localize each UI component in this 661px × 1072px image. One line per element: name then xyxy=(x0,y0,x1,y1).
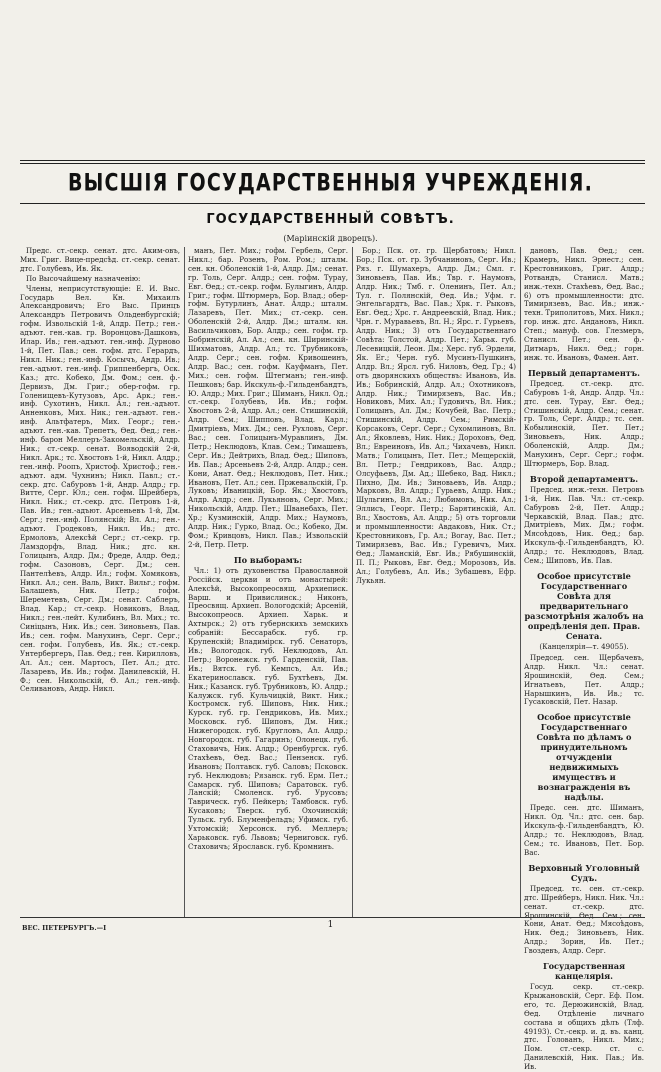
title-rule xyxy=(20,203,645,204)
paragraph: манъ, Пет. Мих.; гофм. Гербель, Серг. Никл.; бар. Розенъ, Ром. Ром.; шталм. сен. кн. Оболенскій 1-й, Алдр. Дм.; сенат. гр. Толь, Серг. Алдр.; сен. гофм. Турау, Евг. Ѳед.; ст.-секр. гофм. Булыгинъ, Алдр. Григ.; гофм. Штюрмеръ, Бор. Влад.; обер-гофм. Бутурлинъ, Анат. Алдр.; шталм. Лазаревъ, Пет. Мих.; ст.-секр. сен. Оболенскій 2-й, Алдр. Дм.; шталм. кн. Васильчиковъ, Бор. Алдр.; сен. гофм. гр. Бобринскій, Ал. Ал.; сен. кн. Ширинскій-Шихматовъ, Алдр. Ал.; тс. Трубниковъ, Алдр. Серг.; сен. гофм. Кривошеинъ, Алдр. Вас.; сен. гофм. Кауфманъ, Пет. Мих.; сен. гофм. Штегманъ; ген.-инф. Пешковъ; бар. Икскуль-ф.-Гильденбандтъ, Ю. Алдр.; Мих. Григ.; Шиманъ, Никл. Од.; ст.-секр. Голубевъ, Ив. Ив.; гофм. Хвостовъ 2-й, Алдр. Ал.; сен. Стишинскій, Алдр. Сем.; Шипповъ, Влад. Карл.; Дмитріевъ, Мих. Дм.; сен. Рухловъ, Серг. Вас.; сен. Голицынъ-Муравлинъ, Дм. Петр.; Неклюдовъ, Клав. Сем.; Тимашевъ, Серг. Ив.; Дейтрихъ, Влад. Ѳед.; Шиповъ, Ив. Пав.; Арсеньевъ 2-й, Алдр. Алдр.; сен. Кони, Анат. Ѳед.; Неклюдовъ, Пет. Ник.; Ивановъ, Пет. Ал.; сен. Пржевальскій, Гр. Луковъ; Иваницкій, Бор. Як.; Хвостовъ, Алдр. Алдр.; сен. Лукьяновъ, Серг. Мих.; Никольскій, Алдр. Пет.; Шванебахъ, Пет. Хр.; Кузминскій, Алдр. Мих.; Наумовъ, Алдр. Ник.; Гурко, Влад. Ос.; Кобеко, Дм. Фом.; Кривцовъ, Никл. Пав.; Извольскій 2-й, Петр. Петр. xyxy=(188,246,348,549)
text-column-3 xyxy=(356,247,516,917)
column-separator xyxy=(352,247,353,917)
text-column-4 xyxy=(524,246,644,1072)
section-heading: Особое присутствіе Государственнаго Совѣта по дѣламъ о принудительномъ отчужденіи недвижимыхъ имуществъ и вознагражденія въ надѣлы. xyxy=(536,712,632,803)
paragraph: Предс. ст.-секр. сенат. дтс. Аким-овъ, Мих. Григ. Вице-предсѣд. ст.-секр. сенат. дтс. Голубевъ, Ив. Як. xyxy=(20,246,180,273)
paragraph: Предс. сен. дтс. Шиманъ, Никл. Од. Чл.: дтс. сен. бар. Икскуль-ф.-Гильденбандтъ, Ю. Алдр.; тс. Неклюдовъ, Влад. Сем.; тс. Ивановъ, Пет. Бор. Вас. xyxy=(524,803,644,857)
paragraph: Председ. тс. сен. ст.-секр. дтс. Шрейберъ, Никл. Ник. Чл.: сенат. ст.-секр. дтс. Ярошинскій, Ѳед. Сем.; сен. Кони, Анат. Ѳед.; Мясоѣдовъ, Ник. Ѳед.; Зиновьевъ, Ник. Алдр.; Зорин, Ив. Пет.; Гвоздевъ, Алдр. Серг. xyxy=(524,883,644,956)
paragraph: По Высочайшему назначенію: xyxy=(26,273,141,283)
paragraph: Председ. ст.-секр. дтс. Сабуровъ 1-й, Андр. Алдр. Чл.: дтс. сен. Турау, Евг. Ѳед.; Стишинскій, Алдр. Сем.; сенат. гр. Толь, Серг. Алдр.; тс. сен. Кобылинскій, Пет. Пет.; Зиновьевъ, Ник. Алдр.; Оболенскій, Алдр. Дм.; Манухинъ, Серг. Серг.; гофм. Штюрмеръ, Бор. Влад. xyxy=(524,378,644,468)
phone-note: (Канцелярія—т. 49055). xyxy=(539,642,629,651)
column-separator xyxy=(184,247,185,917)
location-note: (Маріинскій дворецъ). xyxy=(283,234,378,243)
paragraph: Бор.; Пск. от. гр. Щербатовъ; Никл. Бор.; Пск. от. гр. Зубчаниновъ, Серг. Ив.; Ряз. г. Шумахеръ, Алдр. Дм.; Смл. г. Зиновьевъ, Пав. Ив.; Твр. г. Наумовъ, Алдр. Ник.; Тмб. г. Оленинъ, Пет. Ал.; Тул. г. Полянскій, Ѳед. Ив.; Уфм. г. Энгельгардтъ, Вас. Пав.; Хрк. г. Рыковъ, Евг. Ѳед.; Хрс. г. Андреевскій, Влад. Ник.; Чрн. г. Муравьевъ, Вл. Н.; Ярс. г. Гурьевъ, Алдр. Ник.; 3) отъ Государственнаго Совѣта: Толстой, Алдр. Пет.; Харьк. губ. Лесевицкій, Леон. Дм.; Херс. губ. Эрдели, Як. Ег.; Черн. губ. Мусинъ-Пушкинъ, Алдр. Вл.; Ярсл. губ. Ниловъ, Ѳед. Гр.; 4) отъ дворянскихъ обществъ: Ивановъ, Ив. Ив.; Бобринскій, Алдр. Ал.; Охотниковъ, Алдр. Ник.; Тимирязевъ, Вас. Ив.; Новиковъ, Мих. Ал.; Гудовичъ, Вл. Ник.; Голицынъ, Ал. Дм.; Кочубей, Вас. Петр.; Стишинскій, Алдр. Сем.; Римскій-Корсаковъ, Серг. Серг.; Сухомлиновъ, Вл. Ал.; Яковлевъ, Ник. Ник.; Дороховъ, Ѳед. Вл.; Евреиновъ, Ив. Ал.; Чихачевъ, Никл. Матв.; Голицынъ, Пет. Пет.; Мещерскій, Вл. Петр.; Гендриковъ, Вас. Алдр.; Олсуфьевъ, Дм. Ад.; Шебеко, Вад. Никл.; Пихно, Дм. Ив.; Зиновьевъ, Ив. Алдр.; Марковъ, Вл. Алдр.; Гурьевъ, Алдр. Ник.; Шульгинъ, Вл. Ал.; Любимовъ, Ник. Ал.; Эллисъ, Георг. Петр.; Барятинскій, Ал. Вл.; Хвостовъ, Ал. Алдр.; 5) отъ торговли и промышленности: Авдаковъ, Ник. Ст.; Крестовниковъ, Гр. Ал.; Вогау, Вас. Пет.; Тимирязевъ, Вас. Ив.; Гуревичъ, Мих. Ѳед.; Ламанскій, Евг. Ив.; Рябушинскій, П. П.; Рыковъ, Евг. Ѳед.; Морозовъ, Ив. Ал.; Голубевъ, Ал. Ив.; Зубашевъ, Ефр. Лукьян. xyxy=(356,246,516,585)
bottom-rule xyxy=(20,917,645,918)
paragraph: Председ. инж.-техн. Петровъ 1-й, Ник. Пав. Чл.: ст.-секр. Сабуровъ 2-й, Пет. Алдр.; Черкавскій, Влад. Пав.; дтс. Дмитріевъ, Мих. Дм.; гофм. Мясоѣдовъ, Ник. Ѳед.; бар. Икскуль-ф.-Гильденбандтъ, Ю. Алдр.; тс. Неклюдовъ, Влад. Сем.; Шиповъ, Ив. Пав. xyxy=(524,484,644,566)
section-heading: Верховный Уголовный Судъ. xyxy=(528,862,640,883)
top-double-rule xyxy=(20,160,645,164)
section-heading: Первый департаментъ. xyxy=(527,367,641,378)
main-title: ВЫСШІЯ ГОСУДАРСТВЕННЫЯ УЧРЕЖДЕНІЯ. xyxy=(67,169,594,197)
section-heading: Государственная канцелярія. xyxy=(542,961,626,982)
paragraph: дановъ, Пав. Ѳед.; сен. Крамеръ, Никл. Эрнест.; сен. Крестовниковъ, Григ. Алдр.; Ротвандъ, Станисл. Матв.; инж.-техн. Стахѣевъ, Ѳед. Вас.; 6) отъ промышленности: дтс. Тимирязевъ, Вас. Ив.; инж.-техн. Триполитовъ, Мих. Никл.; гор. инж. дтс. Андановъ, Никл. Степ.; мануф. сов. Глезмеръ, Станисл. Пет.; сен. ф.-Дитмаръ, Никл. Ѳед.; горн. инж. тс. Ивановъ, Фамен. Ант. xyxy=(524,246,644,362)
section-heading: Второй департаментъ. xyxy=(529,473,639,484)
section-title: ГОСУДАРСТВЕННЫЙ СОВѢТЪ. xyxy=(206,212,455,227)
paragraph: Чл.: 1) отъ духовенства Православной Россійск. церкви и отъ монастырей: Алексѣй, Высокопреосвящ. Архиеписк. Варш. и Привислинск.; Никонъ, Преосвящ. Архиеп. Вологодскій; Арсеній, Высокопреосв. Архиеп. Харьк. и Ахтырск.; 2) отъ губернскихъ земскихъ собраній: Бессарабск. губ. гр. Крупенскій; Владимірск. губ. Сенаторъ, Ив.; Вологодск. губ. Неклюдовъ, Ал. Петр.; Воронежск. губ. Гарденскій, Пав. Ив.; Вятск. губ. Кемпсъ, Ал. Ив.; Екатеринославск. губ. Бухтѣевъ, Дм. Ник.; Казанск. губ. Трубниковъ, Ю. Алдр.; Калужск. губ. Кульчицкій, Викт. Ник.; Костромск. губ. Шиповъ, Ник. Ник.; Курск. губ. гр. Гендриковъ, Ив. Мих.; Московск. губ. Шиповъ, Дм. Ник.; Нижегородск. губ. Кругловъ, Ал. Алдр.; Новгородск. губ. Гагаринъ; Олонецк. губ. Стаховичъ, Ник. Алдр.; Оренбургск. губ. Стахѣевъ, Ѳед. Вас.; Пензенск. губ. Ивановъ; Полтавск. губ. Саловъ; Псковск. губ. Неклюдовъ; Рязанск. губ. Ерм. Пет.; Самарск. губ. Шиповъ; Саратовск. губ. Ланскій; Смоленск. губ. Урусовъ; Таврическ. губ. Пейкеръ; Тамбовск. губ. Кусаковъ; Тверск. губ. Охочинскій; Тульск. губ. Блуменфельдъ; Уфимск. губ. Ухтомскій; Херсонск. губ. Меллеръ; Харьковск. губ. Львовъ; Черниговск. губ. Стаховичъ; Ярославск. губ. Кромнинъ. xyxy=(188,565,348,851)
text-column-2 xyxy=(188,247,348,917)
section-heading: По выборамъ: xyxy=(233,554,303,565)
page-number: 1 xyxy=(327,920,334,930)
text-column-1 xyxy=(20,247,180,917)
paragraph: Члены, неприсутствующіе: Е. И. Выс. Государь Вел. Кн. Михаилъ Александровичъ; Его Выс. Принцъ Александръ Петровичъ Ольденбургскій; гофм. Извольскій 1-й, Алдр. Петр.; ген.-адъют. ген.-кав. гр. Воронцовъ-Дашковъ, Илар. Ив.; ген.-адъют. ген.-инф. Дурново 1-й, Пет. Пав.; сен. гофм. дтс. Герардъ, Никл. Ник.; ген.-инф. Косычъ, Андр. Ив.; ген.-адъют. ген.-инф. Гриппенбергъ, Оск. Каз.; дтс. Кобеко, Дм. Фом.; сен. ф.-Дервизъ, Дм. Григ.; обер-гофм. гр. Голенищевъ-Кутузовъ, Арс. Арк.; ген.-инф. Сухотинъ, Никл. Ал.; ген.-адъют. Анненковъ, Мих. Ник.; ген.-адъют. ген.-инф. Альтфатеръ, Мих. Георг.; ген.-адъют. ген.-кав. Трепетъ, Ѳед. Ѳед.; ген.-инф. барон Меллеръ-Закомельскій, Алдр. Ник.; ст.-секр. сенат. Вояводскій 2-й, Никл. Арк.; тс. Хвостовъ 1-й, Никл. Алдр.; ген.-инф. Роопъ, Христоф. Христоф.; ген.-адъют. адм. Чухнинъ; Никл. Павл.; ст.-секр. дтс. Сабуровъ 1-й, Андр. Алдр.; гр. Витте, Серг. Юл.; сен. гофм. Шрейберъ, Никл. Ник.; ст.-секр. дтс. Петровъ 1-й, Пав. Ив.; ген.-адъют. Арсеньевъ 1-й, Дм. Серг.; ген.-инф. Полянскій; Вл. Ал.; ген.-адъют. Гродековъ, Никл. Ив.; дтс. Ермоловъ, Алексѣй Серг.; ст.-секр. гр. Ламздорфъ, Влад. Ник.; дтс. кн. Голицынъ, Алдр. Дм.; Фреде, Алдр. Ѳед.; гофм. Сазоновъ, Серг. Дм.; сен. Пантелѣевъ, Алдр. Ил.; гофм. Хомяковъ, Никл. Ал.; сен. Валь, Викт. Вильг.; гофм. Балашевъ, Ник. Петр.; гофм. Шереметевъ, Серг. Дм.; сенат. Саблеръ, Влад. Кар.; ст.-секр. Новиковъ, Влад. Никл.; ген.-лейт. Кулибинъ, Вл. Мих.; тс. Синіцынъ, Ник. Ив.; сен. Зиновьевъ, Пав. Ив.; сен. гофм. Манухинъ, Серг. Серг.; сен. гофм. Голубевъ, Ив. Як.; ст.-секр. Унтербергеръ, Пав. Ѳед.; ген. Кирилловъ, Ал. Ал.; сен. Мартосъ, Пет. Ал.; дтс. Лазаревъ, Ив. Ив.; гофм. Данилевскій, Н. Ф.; сен. Никольскій, Ѳ. Ал.; ген.-инф. Селивановъ, Андр. Никл. xyxy=(20,283,180,694)
column-separator xyxy=(520,247,521,917)
paragraph: Председ. сен. Щербачевъ, Алдр. Никл. Чл.: сенат. Ярошинскій, Ѳед. Сем.; Игнатьевъ, Пет. Алдр.; Нарышкинъ, Ив. Ив.; тс. Гусаковскій, Пет. Назар. xyxy=(524,652,644,707)
section-heading: Особое присутствіе Государственнаго Совѣта для предварительнаго разсмотрѣнія жалобъ на опредѣленія деп. Прав. Сената. xyxy=(524,571,644,641)
paragraph: Госуд. секр. ст.-секр. Крыжановскій, Серг. Еф. Пом. его, тс. Дерюжинскій, Влад. Ѳед. Отдѣленіе личнаго состава и общихъ дѣлъ (Тлф. 49193). Ст.-секр. и. д. въ. канц. дтс. Голованъ, Никл. Мих.; Пом. ст.-секр. ст. с. Данилевскій, Ник. Пав.; Ив. Ив. xyxy=(524,982,644,1072)
footer-signature: ВЕС. ПЕТЕРБУРГЪ.—I xyxy=(22,924,107,932)
